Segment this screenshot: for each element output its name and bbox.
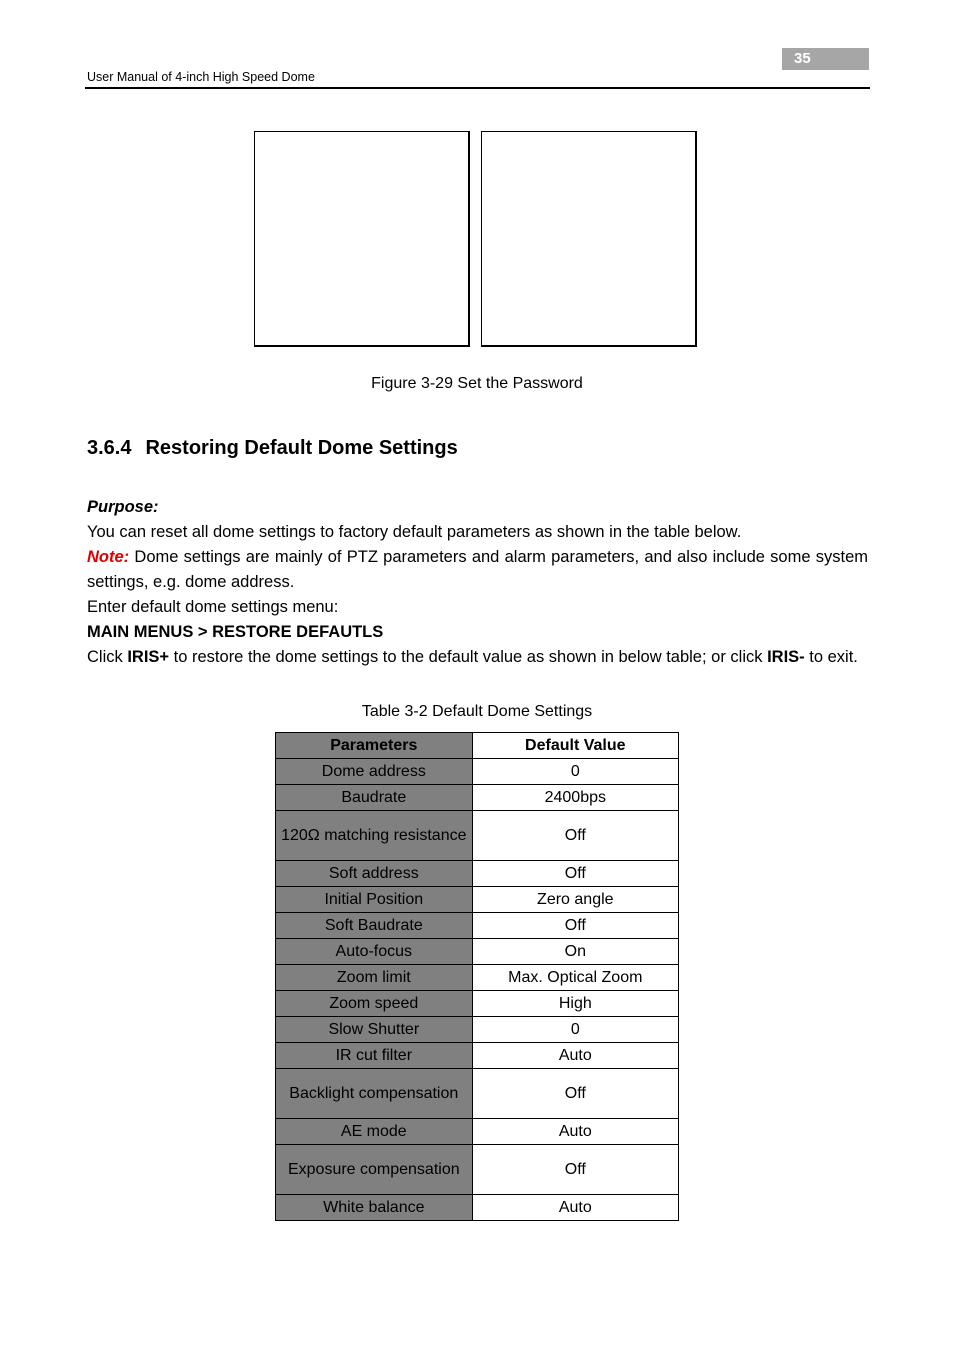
param-cell: Zoom limit bbox=[276, 965, 473, 991]
table-header-row bbox=[276, 733, 679, 759]
table-caption: Table 3-2 Default Dome Settings bbox=[361, 703, 593, 720]
param-cell: IR cut filter bbox=[276, 1043, 473, 1069]
click-prefix: Click bbox=[87, 648, 128, 666]
document-title: User Manual of 4-inch High Speed Dome bbox=[87, 70, 315, 84]
table-row bbox=[276, 1017, 679, 1043]
note-text: Dome settings are mainly of PTZ parameters and alarm parameters, and also include some system settings, e.g. dome address. bbox=[87, 548, 868, 591]
value-cell: Off bbox=[472, 1145, 678, 1195]
param-cell: Soft Baudrate bbox=[276, 913, 473, 939]
param-cell: Dome address bbox=[276, 759, 473, 785]
note-paragraph bbox=[87, 545, 868, 595]
table-row bbox=[276, 785, 679, 811]
value-cell: Off bbox=[472, 861, 678, 887]
table-row bbox=[276, 1145, 679, 1195]
value-cell: Off bbox=[472, 913, 678, 939]
param-cell: Auto-focus bbox=[276, 939, 473, 965]
section-title: Restoring Default Dome Settings bbox=[145, 437, 458, 459]
param-cell: Slow Shutter bbox=[276, 1017, 473, 1043]
section-number: 3.6.4 bbox=[87, 437, 132, 459]
param-cell: Baudrate bbox=[276, 785, 473, 811]
iris-minus-key: IRIS- bbox=[767, 648, 805, 666]
param-cell: Zoom speed bbox=[276, 991, 473, 1017]
figure-image-left bbox=[254, 131, 470, 347]
table-row bbox=[276, 1043, 679, 1069]
click-suffix: to exit. bbox=[804, 648, 858, 666]
page-number: 35 bbox=[782, 48, 869, 70]
table-row bbox=[276, 811, 679, 861]
table-row bbox=[276, 965, 679, 991]
table-row bbox=[276, 1195, 679, 1221]
value-cell: Auto bbox=[472, 1195, 678, 1221]
click-middle: to restore the dome settings to the default value as shown in below table; or click bbox=[169, 648, 768, 666]
param-cell: Soft address bbox=[276, 861, 473, 887]
table-row bbox=[276, 861, 679, 887]
purpose-text: You can reset all dome settings to factory default parameters as shown in the table below. bbox=[87, 523, 742, 541]
table-row bbox=[276, 939, 679, 965]
enter-menu-text: Enter default dome settings menu: bbox=[87, 598, 339, 616]
param-cell: White balance bbox=[276, 1195, 473, 1221]
param-cell: Initial Position bbox=[276, 887, 473, 913]
value-cell: 0 bbox=[472, 759, 678, 785]
value-cell: Off bbox=[472, 1069, 678, 1119]
table-row bbox=[276, 991, 679, 1017]
table-row bbox=[276, 1069, 679, 1119]
figure-caption: Figure 3-29 Set the Password bbox=[371, 375, 583, 392]
param-cell: Exposure compensation bbox=[276, 1145, 473, 1195]
value-cell: Auto bbox=[472, 1043, 678, 1069]
param-cell: AE mode bbox=[276, 1119, 473, 1145]
param-cell: Backlight compensation bbox=[276, 1069, 473, 1119]
note-label: Note: bbox=[87, 548, 130, 566]
header-parameters: Parameters bbox=[276, 733, 473, 759]
value-cell: On bbox=[472, 939, 678, 965]
table-row bbox=[276, 1119, 679, 1145]
section-heading bbox=[87, 435, 458, 461]
table-row bbox=[276, 887, 679, 913]
table-row bbox=[276, 759, 679, 785]
value-cell: Zero angle bbox=[472, 887, 678, 913]
default-settings-table bbox=[275, 732, 679, 1221]
header-default-value: Default Value bbox=[472, 733, 678, 759]
value-cell: 2400bps bbox=[472, 785, 678, 811]
param-cell: 120Ω matching resistance bbox=[276, 811, 473, 861]
value-cell: 0 bbox=[472, 1017, 678, 1043]
menu-path: MAIN MENUS > RESTORE DEFAUTLS bbox=[87, 623, 384, 641]
value-cell: Max. Optical Zoom bbox=[472, 965, 678, 991]
value-cell: High bbox=[472, 991, 678, 1017]
value-cell: Auto bbox=[472, 1119, 678, 1145]
purpose-label: Purpose: bbox=[87, 498, 159, 516]
table-row bbox=[276, 913, 679, 939]
iris-plus-key: IRIS+ bbox=[127, 648, 170, 666]
figure-image-right bbox=[481, 131, 697, 347]
click-instruction bbox=[87, 645, 868, 670]
header-divider bbox=[85, 87, 870, 89]
value-cell: Off bbox=[472, 811, 678, 861]
